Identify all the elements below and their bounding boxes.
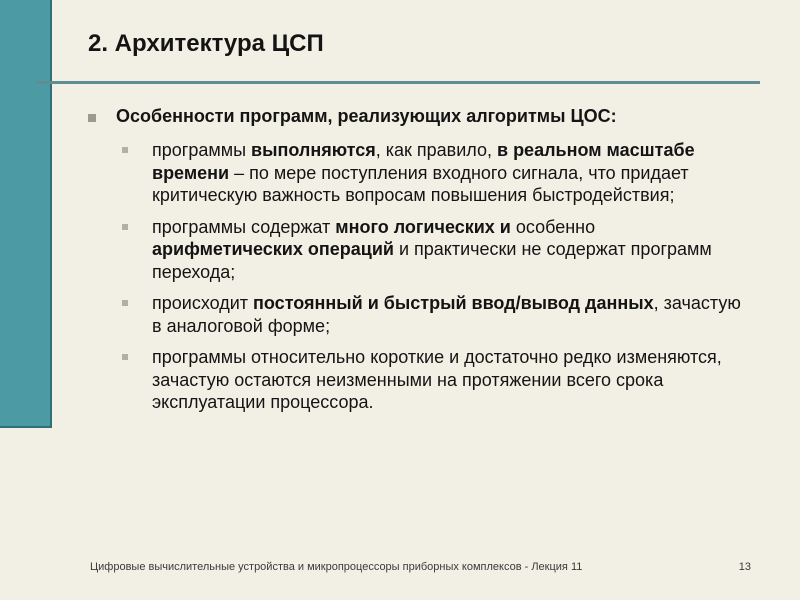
sub-bullet-item-operations	[121, 216, 748, 284]
item-text: , зачастую в аналоговой форме;	[152, 293, 741, 336]
square-bullet-icon	[122, 224, 128, 230]
item-text: происходит	[152, 293, 254, 313]
item-text: – по мере поступления входного сигнала, что придает критическую важность вопросам повышения быстродействия;	[152, 162, 689, 205]
square-bullet-icon	[122, 147, 128, 153]
item-emphasis: постоянный и быстрый ввод/вывод данных	[253, 293, 654, 313]
sub-bullet-item-io	[121, 292, 748, 337]
sub-bullet-item-real-time	[121, 139, 748, 207]
item-emphasis: арифметических операций	[152, 239, 394, 259]
item-text: и практически не содержат программ перехода;	[152, 239, 712, 282]
item-text: программы	[152, 140, 252, 160]
square-bullet-icon	[122, 300, 128, 306]
slide-title: 2. Архитектура ЦСП	[88, 30, 324, 57]
main-bullet-point	[88, 104, 748, 128]
square-bullet-icon	[122, 354, 128, 360]
left-accent-band	[0, 0, 52, 428]
footer-caption: Цифровые вычислительные устройства и микропроцессоры приборных комплексов - Лекция 11	[90, 561, 583, 573]
item-text: программы содержат	[152, 216, 336, 237]
sub-bullet-list	[121, 139, 748, 414]
item-emphasis: в реальном масштабе времени	[152, 140, 695, 183]
page-number: 13	[738, 561, 751, 573]
title-divider	[36, 81, 760, 84]
slide-content	[88, 104, 748, 423]
item-text: особенно	[510, 216, 596, 237]
sub-bullet-item-program-size	[121, 346, 748, 414]
main-bullet-text: Особенности программ, реализующих алгоритмы ЦОС:	[116, 106, 617, 126]
item-text: программы относительно короткие и достаточно редко изменяются, зачастую остаются неизменными на протяжении всего срока эксплуатации процессора.	[152, 347, 722, 412]
item-emphasis: много логических и	[335, 216, 511, 237]
item-text: , как правило,	[375, 140, 497, 160]
square-bullet-icon	[88, 114, 96, 122]
item-emphasis: выполняются	[251, 140, 376, 160]
